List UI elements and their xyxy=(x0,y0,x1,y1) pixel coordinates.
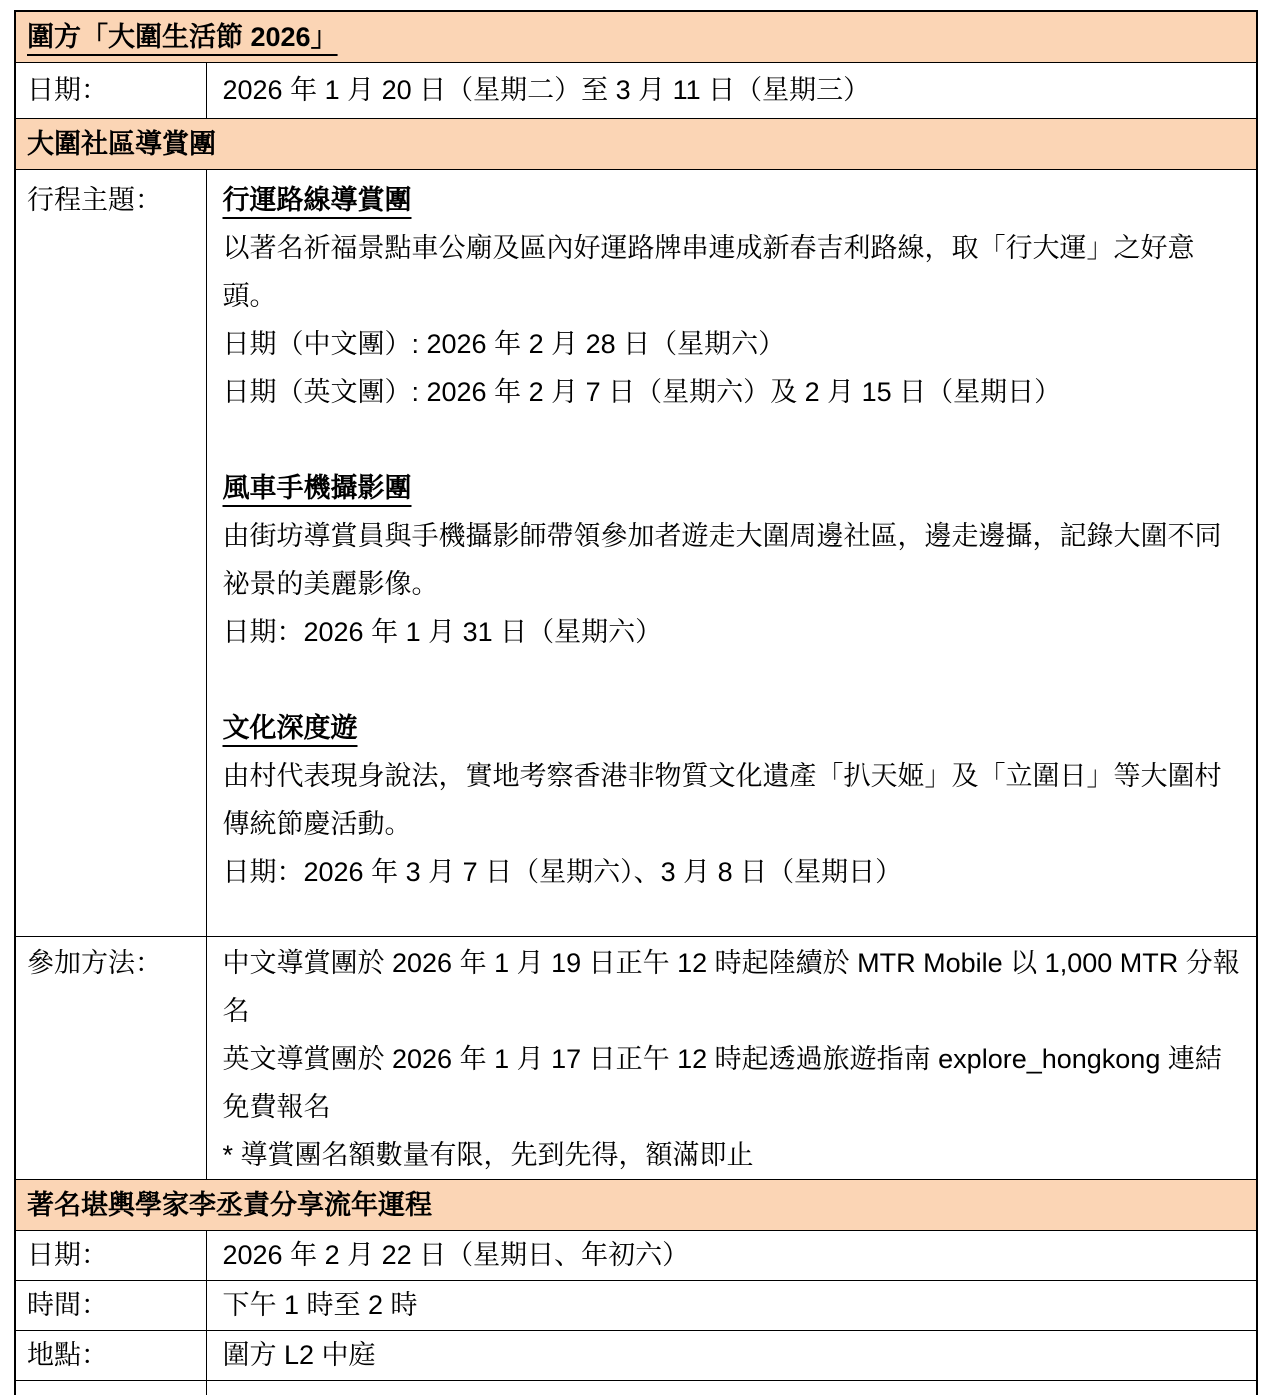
table-row-tour-themes xyxy=(15,169,1257,936)
tour-title: 文化深度遊 xyxy=(222,712,358,743)
talk-time-label: 時間： xyxy=(15,1280,206,1330)
talk-time-value: 下午 1 時至 2 時 xyxy=(206,1280,1257,1330)
table-row-talk-date xyxy=(15,1230,1257,1280)
talk-date-value: 2026 年 2 月 22 日（星期日、年初六） xyxy=(206,1230,1257,1280)
talk-date-label: 日期： xyxy=(15,1230,206,1280)
table-row-tours-header xyxy=(15,118,1257,169)
registration-english-tour: 英文導賞團於 2026 年 1 月 17 日正午 12 時起透過旅遊指南 explore_hongkong 連結免費報名 xyxy=(222,1043,1222,1122)
tour-date-chinese: 日期（中文團）: 2026 年 2 月 28 日（星期六） xyxy=(222,328,786,359)
table-row-festival-header xyxy=(15,11,1257,62)
tour-title: 行運路線導賞團 xyxy=(222,184,412,215)
festival-date-label: 日期： xyxy=(15,62,206,118)
registration-content xyxy=(206,936,1257,1179)
table-row-talk-time xyxy=(15,1280,1257,1330)
event-info-table xyxy=(14,10,1258,1395)
tour-section-lucky-route xyxy=(223,176,1241,416)
tour-date-english: 日期（英文團）: 2026 年 2 月 7 日（星期六）及 2 月 15 日（星期日） xyxy=(222,376,1062,407)
registration-note: * 導賞團名額數量有限，先到先得，額滿即止 xyxy=(222,1139,754,1170)
tour-description: 由街坊導賞員與手機攝影師帶領參加者遊走大圍周邊社區，邊走邊攝，記錄大圍不同祕景的美麗影像。 xyxy=(222,520,1222,599)
registration-chinese-tour: 中文導賞團於 2026 年 1 月 19 日正午 12 時起陸續於 MTR Mobile 以 1,000 MTR 分報名 xyxy=(222,947,1240,1026)
section-header-tours: 大圍社區導賞團 xyxy=(15,118,1257,169)
cutoff-value-cell xyxy=(206,1380,1257,1395)
tour-title: 風車手機攝影團 xyxy=(222,472,412,503)
talk-venue-value: 圍方 L2 中庭 xyxy=(206,1330,1257,1380)
tour-date: 日期：2026 年 3 月 7 日（星期六）、3 月 8 日（星期日） xyxy=(222,856,903,887)
tour-themes-label: 行程主題： xyxy=(15,169,206,936)
festival-date-value: 2026 年 1 月 20 日（星期二）至 3 月 11 日（星期三） xyxy=(206,62,1257,118)
table-row-registration xyxy=(15,936,1257,1179)
festival-title: 圍方「大圍生活節 2026」 xyxy=(27,21,338,52)
tour-section-windmill-photo xyxy=(223,464,1241,656)
tour-description: 以著名祈福景點車公廟及區內好運路牌串連成新春吉利路線，取「行大運」之好意頭。 xyxy=(222,232,1195,311)
tour-section-culture-tour xyxy=(223,704,1241,896)
tour-themes-content xyxy=(206,169,1257,936)
cutoff-label-cell xyxy=(15,1380,206,1395)
tour-description: 由村代表現身說法，實地考察香港非物質文化遺產「扒天姬」及「立圍日」等大圍村傳統節慶活動。 xyxy=(222,760,1222,839)
table-row-cutoff xyxy=(15,1380,1257,1395)
table-row-talk-header xyxy=(15,1179,1257,1230)
registration-label: 參加方法： xyxy=(15,936,206,1179)
table-row-festival-date xyxy=(15,62,1257,118)
section-header-festival xyxy=(15,11,1257,62)
table-row-talk-venue xyxy=(15,1330,1257,1380)
talk-venue-label: 地點： xyxy=(15,1330,206,1380)
tour-date: 日期：2026 年 1 月 31 日（星期六） xyxy=(222,616,663,647)
section-header-talk: 著名堪輿學家李丞責分享流年運程 xyxy=(15,1179,1257,1230)
